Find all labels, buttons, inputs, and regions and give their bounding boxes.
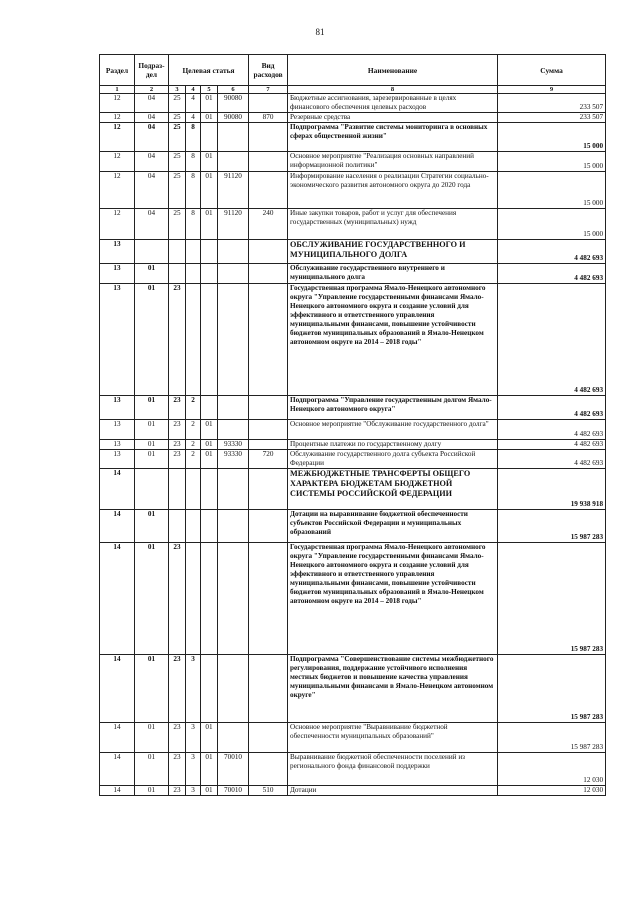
target-direction-cell: 91120 [218,209,249,240]
header-razdel: Раздел [100,55,135,86]
table-row [100,209,606,240]
target-program-cell: 23 [169,786,186,796]
name-cell: Иные закупки товаров, работ и услуг для обеспечения государственных (муниципальных) нужд [288,209,498,240]
target-subprogram-cell: 2 [186,450,201,469]
target-event-cell [201,264,218,284]
target-program-cell: 25 [169,209,186,240]
sum-cell: 15 000 [498,209,606,240]
podrazdel-cell [135,469,169,510]
table-row [100,284,606,396]
razdel-cell: 13 [100,440,135,450]
col-number: 6 [218,86,249,94]
target-subprogram-cell [186,264,201,284]
target-direction-cell: 93330 [218,440,249,450]
razdel-cell: 13 [100,420,135,440]
vid-rashodov-cell: 240 [249,209,288,240]
header-target-article: Целевая статья [169,55,249,86]
target-event-cell: 01 [201,420,218,440]
table-row [100,396,606,420]
target-subprogram-cell: 2 [186,440,201,450]
sum-cell: 15 987 283 [498,510,606,543]
target-program-cell [169,510,186,543]
target-event-cell [201,123,218,152]
target-direction-cell [218,264,249,284]
razdel-cell: 14 [100,469,135,510]
sum-cell: 12 030 [498,753,606,786]
page-number: 81 [315,27,325,37]
col-number: 8 [288,86,498,94]
target-subprogram-cell: 3 [186,655,201,723]
name-cell: Подпрограмма "Управление государственным долгом Ямало-Ненецкого автономного округа" [288,396,498,420]
razdel-cell: 14 [100,655,135,723]
target-direction-cell [218,420,249,440]
target-subprogram-cell: 8 [186,123,201,152]
podrazdel-cell: 01 [135,723,169,753]
podrazdel-cell: 04 [135,172,169,209]
razdel-cell: 14 [100,786,135,796]
target-subprogram-cell: 8 [186,172,201,209]
vid-rashodov-cell [249,240,288,264]
podrazdel-cell: 01 [135,543,169,655]
razdel-cell: 14 [100,510,135,543]
table-row [100,113,606,123]
podrazdel-cell: 01 [135,655,169,723]
table-row [100,450,606,469]
sum-cell: 4 482 693 [498,450,606,469]
target-direction-cell [218,655,249,723]
podrazdel-cell: 01 [135,396,169,420]
target-direction-cell [218,284,249,396]
target-event-cell: 01 [201,450,218,469]
sum-cell: 4 482 693 [498,396,606,420]
target-direction-cell: 90080 [218,94,249,113]
name-cell: Дотации [288,786,498,796]
name-cell: Подпрограмма "Совершенствование системы межбюджетного регулирования, поддержание устойчивого исполнения местных бюджетов и повышение качества управления муниципальными финансами в Ямало-Ненецком автономном округе" [288,655,498,723]
name-cell: ОБСЛУЖИВАНИЕ ГОСУДАРСТВЕННОГО И МУНИЦИПАЛЬНОГО ДОЛГА [288,240,498,264]
razdel-cell: 14 [100,753,135,786]
col-number: 5 [201,86,218,94]
vid-rashodov-cell [249,396,288,420]
target-program-cell: 25 [169,113,186,123]
name-cell: Выравнивание бюджетной обеспеченности поселений из регионального фонда финансовой поддержки [288,753,498,786]
razdel-cell: 13 [100,284,135,396]
target-event-cell: 01 [201,209,218,240]
target-program-cell: 25 [169,172,186,209]
table-row [100,440,606,450]
col-number: 3 [169,86,186,94]
vid-rashodov-cell [249,152,288,172]
target-direction-cell: 91120 [218,172,249,209]
vid-rashodov-cell: 870 [249,113,288,123]
razdel-cell: 12 [100,172,135,209]
table-row [100,469,606,510]
target-direction-cell [218,723,249,753]
vid-rashodov-cell [249,723,288,753]
sum-cell: 19 938 918 [498,469,606,510]
target-direction-cell: 93330 [218,450,249,469]
header-podrazdel: Подраз-дел [135,55,169,86]
podrazdel-cell: 04 [135,113,169,123]
target-program-cell: 23 [169,753,186,786]
vid-rashodov-cell [249,420,288,440]
vid-rashodov-cell [249,510,288,543]
target-program-cell: 23 [169,655,186,723]
sum-cell: 15 987 283 [498,655,606,723]
col-number: 2 [135,86,169,94]
vid-rashodov-cell: 510 [249,786,288,796]
podrazdel-cell [135,240,169,264]
target-subprogram-cell: 3 [186,723,201,753]
target-direction-cell [218,469,249,510]
target-program-cell: 25 [169,123,186,152]
vid-rashodov-cell [249,469,288,510]
target-direction-cell [218,510,249,543]
target-program-cell: 23 [169,440,186,450]
name-cell: Государственная программа Ямало-Ненецкого автономного округа "Управление государственными финансами Ямало-Ненецкого автономного округа и создание условий для эффективного и ответственного управления муниципальными финансами, повышение устойчивости бюджетов муниципальных образований в Ямало-Ненецком автономном округе на 2014 – 2018 годы" [288,543,498,655]
target-direction-cell [218,123,249,152]
target-event-cell [201,396,218,420]
sum-cell: 4 482 693 [498,420,606,440]
razdel-cell: 13 [100,240,135,264]
target-event-cell: 01 [201,113,218,123]
razdel-cell: 12 [100,113,135,123]
target-subprogram-cell [186,543,201,655]
header-sum: Сумма [498,55,606,86]
target-program-cell [169,240,186,264]
target-event-cell: 01 [201,786,218,796]
target-direction-cell [218,543,249,655]
podrazdel-cell: 01 [135,753,169,786]
target-subprogram-cell [186,469,201,510]
col-number: 1 [100,86,135,94]
target-program-cell: 23 [169,450,186,469]
name-cell: Основное мероприятие "Обслуживание государственного долга" [288,420,498,440]
table-row [100,264,606,284]
podrazdel-cell: 01 [135,284,169,396]
target-subprogram-cell [186,284,201,396]
header-name: Наименование [288,55,498,86]
target-program-cell [169,469,186,510]
table-row [100,240,606,264]
vid-rashodov-cell [249,264,288,284]
sum-cell: 12 030 [498,786,606,796]
sum-cell: 15 000 [498,152,606,172]
podrazdel-cell: 04 [135,209,169,240]
col-number: 4 [186,86,201,94]
target-event-cell [201,655,218,723]
sum-cell: 4 482 693 [498,240,606,264]
sum-cell: 233 507 [498,113,606,123]
target-subprogram-cell [186,510,201,543]
target-program-cell: 23 [169,723,186,753]
table-row [100,786,606,796]
target-subprogram-cell: 3 [186,753,201,786]
vid-rashodov-cell [249,543,288,655]
name-cell: МЕЖБЮДЖЕТНЫЕ ТРАНСФЕРТЫ ОБЩЕГО ХАРАКТЕРА БЮДЖЕТАМ БЮДЖЕТНОЙ СИСТЕМЫ РОССИЙСКОЙ ФЕДЕРАЦИИ [288,469,498,510]
podrazdel-cell: 01 [135,786,169,796]
razdel-cell: 12 [100,123,135,152]
vid-rashodov-cell [249,123,288,152]
sum-cell: 15 000 [498,172,606,209]
vid-rashodov-cell [249,655,288,723]
vid-rashodov-cell [249,440,288,450]
target-direction-cell [218,152,249,172]
razdel-cell: 14 [100,723,135,753]
name-cell: Государственная программа Ямало-Ненецкого автономного округа "Управление государственными финансами Ямало-Ненецкого автономного округа и создание условий для эффективного и ответственного управления муниципальными финансами, повышение устойчивости бюджетов муниципальных образований в Ямало-Ненецком автономном округе на 2014 – 2018 годы" [288,284,498,396]
vid-rashodov-cell: 720 [249,450,288,469]
col-number: 9 [498,86,606,94]
target-event-cell [201,510,218,543]
sum-cell: 4 482 693 [498,284,606,396]
target-subprogram-cell: 4 [186,94,201,113]
column-number-row [100,86,606,94]
target-direction-cell: 70010 [218,786,249,796]
target-subprogram-cell: 2 [186,396,201,420]
target-event-cell: 01 [201,723,218,753]
target-program-cell: 23 [169,396,186,420]
podrazdel-cell: 01 [135,264,169,284]
razdel-cell: 14 [100,543,135,655]
target-direction-cell: 90080 [218,113,249,123]
podrazdel-cell: 04 [135,123,169,152]
name-cell: Резервные средства [288,113,498,123]
name-cell: Бюджетные ассигнования, зарезервированные в целях финансового обеспечения целевых расходов [288,94,498,113]
sum-cell: 15 987 283 [498,723,606,753]
podrazdel-cell: 01 [135,420,169,440]
header-row [100,55,606,86]
vid-rashodov-cell [249,94,288,113]
table-row [100,543,606,655]
target-event-cell [201,543,218,655]
table-row [100,420,606,440]
target-direction-cell [218,396,249,420]
name-cell: Дотации на выравнивание бюджетной обеспеченности субъектов Российской Федерации и муниципальных образований [288,510,498,543]
name-cell: Подпрограмма "Развитие системы мониторинга в основных сферах общественной жизни" [288,123,498,152]
target-subprogram-cell: 8 [186,152,201,172]
vid-rashodov-cell [249,284,288,396]
table-row [100,753,606,786]
podrazdel-cell: 01 [135,510,169,543]
target-event-cell: 01 [201,440,218,450]
vid-rashodov-cell [249,753,288,786]
target-subprogram-cell [186,240,201,264]
sum-cell: 233 507 [498,94,606,113]
razdel-cell: 13 [100,450,135,469]
podrazdel-cell: 01 [135,450,169,469]
sum-cell: 4 482 693 [498,264,606,284]
table-row [100,723,606,753]
target-subprogram-cell: 3 [186,786,201,796]
vid-rashodov-cell [249,172,288,209]
target-event-cell: 01 [201,753,218,786]
target-program-cell: 23 [169,420,186,440]
budget-table [99,54,606,796]
target-subprogram-cell: 4 [186,113,201,123]
razdel-cell: 12 [100,209,135,240]
razdel-cell: 13 [100,396,135,420]
target-program-cell: 25 [169,94,186,113]
podrazdel-cell: 01 [135,440,169,450]
table-row [100,172,606,209]
name-cell: Основное мероприятие "Выравнивание бюджетной обеспеченности муниципальных образований" [288,723,498,753]
sum-cell: 4 482 693 [498,440,606,450]
target-event-cell [201,240,218,264]
header-vid-rashodov: Вид расходов [249,55,288,86]
target-subprogram-cell: 8 [186,209,201,240]
table-row [100,94,606,113]
name-cell: Информирование населения о реализации Стратегии социально-экономического развития автономного округа до 2020 года [288,172,498,209]
podrazdel-cell: 04 [135,152,169,172]
table-row [100,655,606,723]
name-cell: Обслуживание государственного долга субъекта Российской Федерации [288,450,498,469]
target-event-cell: 01 [201,152,218,172]
sum-cell: 15 000 [498,123,606,152]
target-direction-cell: 70010 [218,753,249,786]
razdel-cell: 12 [100,94,135,113]
target-program-cell [169,264,186,284]
target-event-cell: 01 [201,172,218,209]
table-row [100,123,606,152]
target-subprogram-cell: 2 [186,420,201,440]
razdel-cell: 13 [100,264,135,284]
target-event-cell [201,284,218,396]
name-cell: Процентные платежи по государственному долгу [288,440,498,450]
target-event-cell [201,469,218,510]
table-row [100,510,606,543]
target-program-cell: 25 [169,152,186,172]
name-cell: Обслуживание государственного внутреннего и муниципального долга [288,264,498,284]
target-direction-cell [218,240,249,264]
name-cell: Основное мероприятие "Реализация основных направлений информационной политики" [288,152,498,172]
target-program-cell: 23 [169,543,186,655]
razdel-cell: 12 [100,152,135,172]
target-program-cell: 23 [169,284,186,396]
podrazdel-cell: 04 [135,94,169,113]
target-event-cell: 01 [201,94,218,113]
col-number: 7 [249,86,288,94]
table-row [100,152,606,172]
sum-cell: 15 987 283 [498,543,606,655]
